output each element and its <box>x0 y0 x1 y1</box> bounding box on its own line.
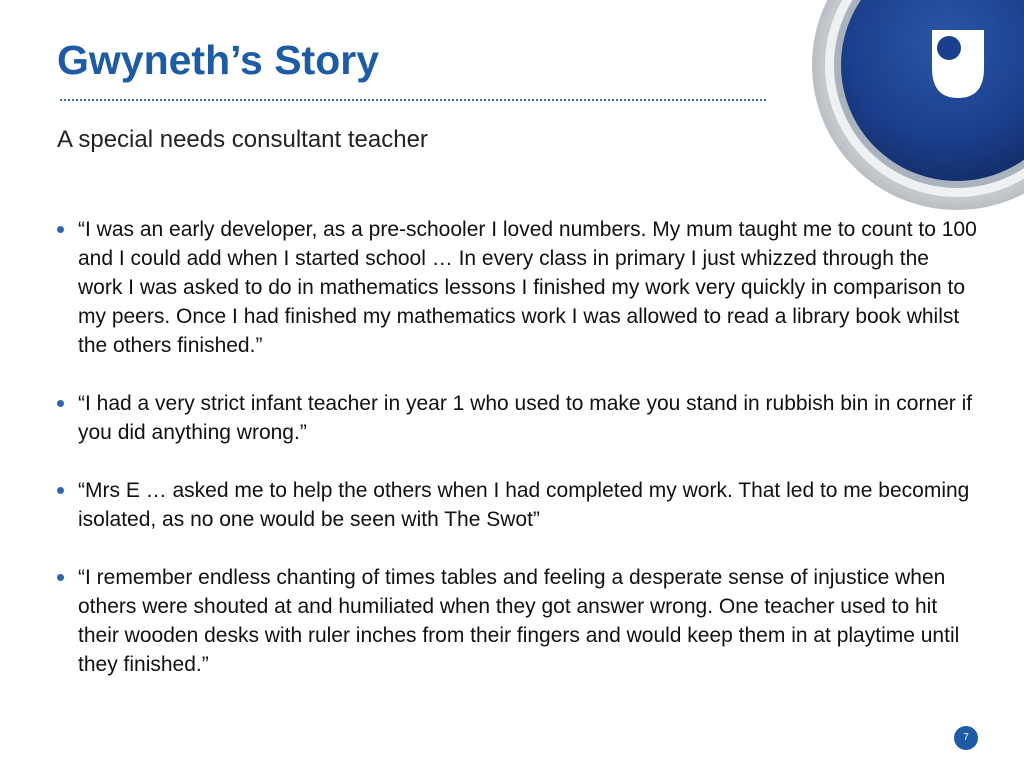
quote-text: “I remember endless chanting of times tables and feeling a desperate sense of injustice when others were shouted at and humiliated when they got answer wrong. One teacher used to hit their wooden desks with ruler inches from their fingers and would keep them in at playtime until they finished.” <box>78 566 960 676</box>
quote-item <box>57 389 977 447</box>
quote-item <box>57 476 977 534</box>
bullet-icon <box>57 487 64 494</box>
open-university-logo-icon <box>812 0 1024 210</box>
quote-text: “I had a very strict infant teacher in year 1 who used to make you stand in rubbish bin in corner if you did anything wrong.” <box>78 392 973 444</box>
bullet-icon <box>57 226 64 233</box>
quote-item <box>57 215 977 360</box>
quote-text: “Mrs E … asked me to help the others when I had completed my work. That led to me becoming isolated, as no one would be seen with The Swot” <box>78 479 970 531</box>
quote-item <box>57 563 977 679</box>
bullet-icon <box>57 400 64 407</box>
page-number-badge: 7 <box>954 726 978 750</box>
slide-title: Gwyneth’s Story <box>57 37 379 83</box>
quote-list <box>57 215 977 708</box>
title-divider <box>60 99 766 101</box>
bullet-icon <box>57 574 64 581</box>
slide-subtitle: A special needs consultant teacher <box>57 126 428 153</box>
quote-text: “I was an early developer, as a pre-schooler I loved numbers. My mum taught me to count to 100 and I could add when I started school … In every class in primary I just whizzed through the work I was asked to do in mathematics lessons I finished my work very quickly in comparison to my peers. Once I had finished my mathematics work I was allowed to read a library book whilst the others finished.” <box>78 218 977 357</box>
